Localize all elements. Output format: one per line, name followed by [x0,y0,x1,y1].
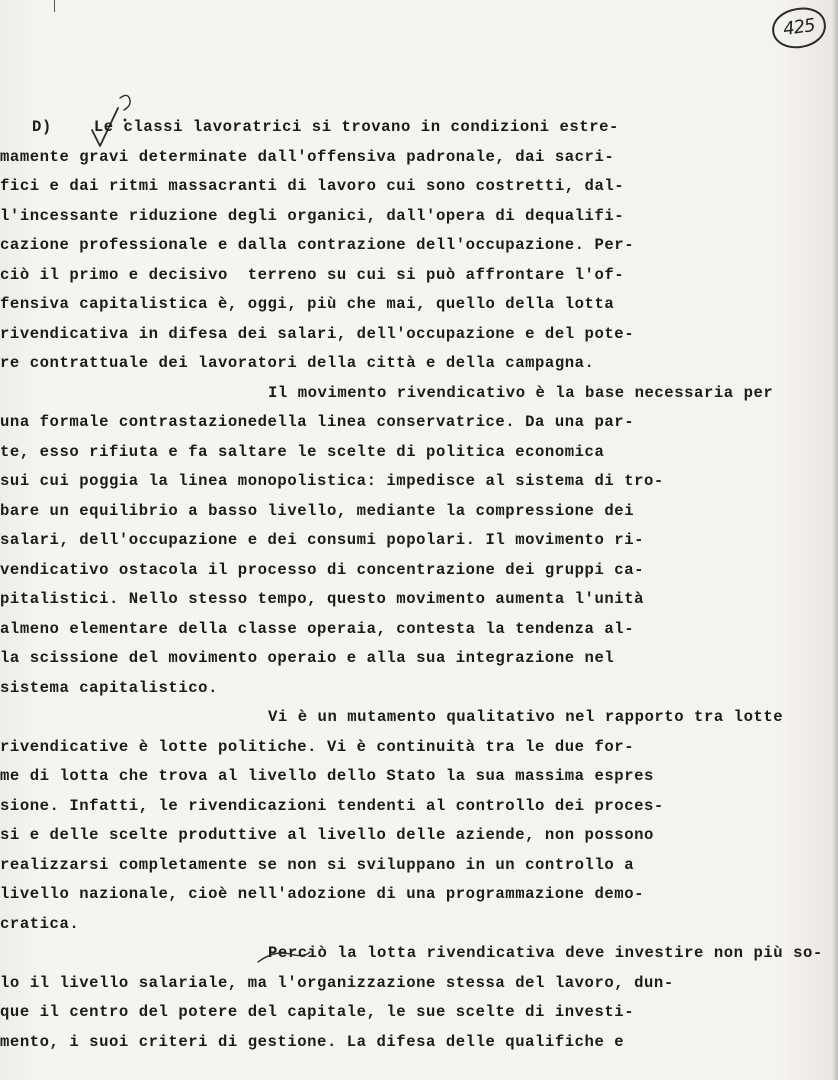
text-line: vendicativo ostacola il processo di concentrazione dei gruppi ca- [0,560,645,579]
text-line: la scissione del movimento operaio e alla sua integrazione nel [0,649,615,667]
text-line: que il centro del potere del capitale, le sue scelte di investi- [0,1003,635,1021]
text-line: mento, i suoi criteri di gestione. La difesa delle qualifiche e [0,1032,625,1051]
text-line: pitalistici. Nello stesso tempo, questo movimento aumenta l'unità [0,590,645,608]
text-line: cratica. [0,914,80,933]
text-line: una formale contrastazionedella linea conservatrice. Da una par- [0,413,635,431]
page-top-mark [54,0,55,12]
page-number-circled: 425 [769,4,828,51]
text-line: rivendicativa in difesa dei salari, dell'occupazione e del pote- [0,324,635,343]
text-line: realizzarsi completamente se non si sviluppano in un controllo a [0,855,635,874]
text-line: Il movimento rivendicativo è la base necessaria per [268,383,774,402]
text-line: rivendicative è lotte politiche. Vi è continuità tra le due for- [0,737,635,756]
text-line: almeno elementare della classe operaia, contesta la tendenza al- [0,619,635,638]
typed-text-body [0,113,823,1057]
text-line: fensiva capitalistica è, oggi, più che mai, quello della lotta [0,295,615,313]
text-line: Perciò la lotta rivendicativa deve investire non più so- [268,944,823,962]
text-line: cazione professionale e dalla contrazione dell'occupazione. Per- [0,236,635,254]
text-line: sione. Infatti, le rivendicazioni tendenti al controllo dei proces- [0,796,664,815]
text-line: te, esso rifiuta e fa saltare le scelte di politica economica [0,442,605,461]
text-line: fici e dai ritmi massacranti di lavoro cui sono costretti, dal- [0,177,625,195]
text-line: sui cui poggia la linea monopolistica: impedisce al sistema di tro- [0,472,664,490]
handwritten-correction-icon [254,948,314,966]
section-label: D) [32,118,52,136]
text-line: sistema capitalistico. [0,678,218,697]
text-line: me di lotta che trova al livello dello Stato la sua massima espres [0,767,654,785]
text-line: mamente gravi determinate dall'offensiva padronale, dai sacri- [0,147,615,166]
text-line: Vi è un mutamento qualitativo nel rapporto tra lotte [268,708,784,726]
text-line: livello nazionale, cioè nell'adozione di una programmazione demo- [0,885,645,903]
text-line: l'incessante riduzione degli organici, dall'opera di dequalifi- [0,206,625,225]
text-line: lo il livello salariale, ma l'organizzazione stessa del lavoro, dun- [0,973,674,992]
text-line: salari, dell'occupazione e dei consumi popolari. Il movimento ri- [0,531,645,549]
text-line: bare un equilibrio a basso livello, mediante la compressione dei [0,501,635,520]
page-edge-shadow [832,0,838,1080]
text-line: si e delle scelte produttive al livello delle aziende, non possono [0,826,654,844]
text-line: ciò il primo e decisivo terreno su cui si può affrontare l'of- [0,265,625,284]
text-line: re contrattuale dei lavoratori della città e della campagna. [0,354,595,372]
text-line: D) Le classi lavoratrici si trovano in condizioni estre- [172,113,812,143]
